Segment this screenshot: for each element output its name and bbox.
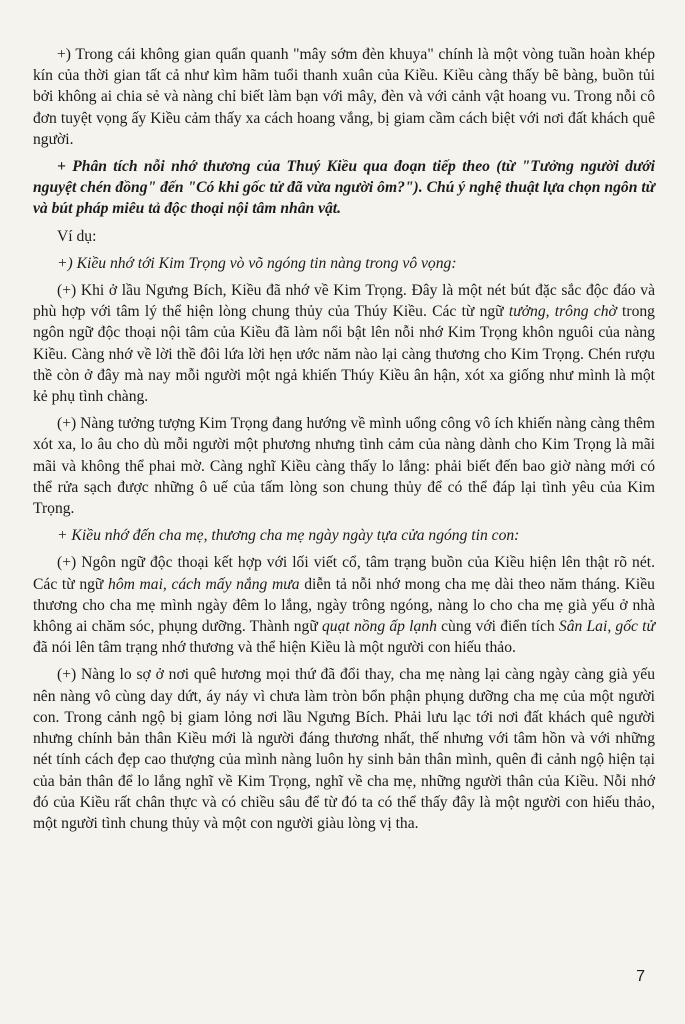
paragraph-parents-heading: + Kiều nhớ đến cha mẹ, thương cha mẹ ngày ngày tựa cửa ngóng tin con: bbox=[57, 527, 520, 545]
text-run: diễn tả nỗi nhớ mong cha mẹ dài theo năm tháng. Kiều thương cho cha mẹ mình ngày đêm lo lắng, ngày trông ngóng, nàng lo cho cha mẹ già yếu ở nhà không ai chăm sóc, phụng dưỡng. Thành ngữ bbox=[33, 575, 655, 636]
italic-term: tưởng, trông chờ bbox=[508, 303, 617, 321]
text-run: (+) Ngôn ngữ độc thoại kết hợp với lối viết cổ, tâm trạng buồn của Kiều hiện lên thật rõ nét. Các từ ngữ bbox=[33, 554, 655, 593]
paragraph-example-label: Ví dụ: bbox=[57, 227, 97, 245]
paragraph-kim-trong-heading: +) Kiều nhớ tới Kim Trọng vò võ ngóng tin nàng trong vô vọng: bbox=[57, 254, 457, 272]
paragraph-loneliness-analysis: +) Trong cái không gian quẩn quanh "mây sớm đèn khuya" chính là một vòng tuần hoàn khép kín của thời gian tất cả như kìm hãm tuổi thanh xuân của Kiều. Kiều càng thấy bẽ bàng, buồn tủi bởi không ai chia sẻ và nàng chỉ biết làm bạn với mây, đèn và với cảnh vật hoang vu. Trong nỗi cô đơn tuyệt vọng ấy Kiều cảm thấy xa cách hoang vắng, bị giam cầm cách biệt với nơi đất khách quê người. bbox=[33, 46, 655, 148]
page-number: 7 bbox=[636, 968, 645, 985]
text-run: (+) Khi ở lầu Ngưng Bích, Kiều đã nhớ về Kim Trọng. Đây là một nét bút đặc sắc độc đáo và phù hợp với tâm lý thể hiện lòng chung thủy của Thúy Kiều. Các từ ngữ bbox=[33, 282, 655, 321]
text-run: đã nói lên tâm trạng nhớ thương và thể hiện Kiều là một người con hiếu thảo. bbox=[33, 639, 516, 657]
paragraph-kim-trong-memory bbox=[33, 280, 655, 407]
text-run: cùng với điển tích bbox=[436, 618, 559, 636]
text-run: trong ngôn ngữ độc thoại nội tâm của Kiều đã làm nổi bật lên nỗi nhớ Kim Trọng khôn nguôi của nàng Kiều. Càng nhớ về lời thề đôi lứa lời hẹn ước năm nào lại càng thương cho Kim Trọng. Chén rượu thề còn ở đây mà nay mỗi người một ngả khiến Thúy Kiều ân hận, xót xa giống như mình là một kẻ phụ tình chàng. bbox=[33, 303, 655, 406]
paragraph-parents-language bbox=[33, 552, 655, 658]
paragraph-kim-trong-worry: (+) Nàng tưởng tượng Kim Trọng đang hướng về mình uổng công vô ích khiến nàng càng thêm xót xa, lo âu cho dù mỗi người một phương nhưng tình cảm của nàng dành cho Kim Trọng là mãi mãi và không thể phai mờ. Càng nghĩ Kiều càng thấy lo lắng: phải biết đến bao giờ nàng mới có thể rửa sạch được những ô uế của tấm lòng son chung thủy để có thể đáp lại tình yêu của Kim Trọng. bbox=[33, 415, 655, 518]
italic-term: Sân Lai, gốc tử bbox=[558, 618, 655, 636]
paragraph-conclusion: (+) Nàng lo sợ ở nơi quê hương mọi thứ đã đổi thay, cha mẹ nàng lại càng ngày càng già yếu nên nàng vô cùng day dứt, áy náy vì chưa làm tròn bổn phận phụng dưỡng cha mẹ của một người con. Trong cảnh ngộ bị giam lỏng nơi lầu Ngưng Bích. Phải lưu lạc tới nơi đất khách quê người nhưng chính bản thân Kiều mới là người đáng thương nhất, thế nhưng với tâm hồn và với những nét tính cách đẹp cao thượng của mình nàng luôn hy sinh bản thân mình, quên đi cảnh ngộ hiện tại của bản thân để lo lắng nghĩ về Kim Trọng, nghĩ về cha mẹ, những người thân của Kiều. Nỗi nhớ đó của Kiều rất chân thực và có chiều sâu để từ đó ta có thể thấy đây là một người con hiếu thảo, một người tình chung thủy và một con người giàu lòng vị tha. bbox=[33, 666, 655, 832]
italic-term: hôm mai, cách mấy nắng mưa bbox=[108, 575, 300, 593]
page-body bbox=[33, 44, 655, 834]
paragraph-task-instruction: + Phân tích nỗi nhớ thương của Thuý Kiều qua đoạn tiếp theo (từ "Tưởng người dưới nguyệt chén đồng" đến "Có khi gốc tử đã vừa người ôm?"). Chú ý nghệ thuật lựa chọn ngôn từ và bút pháp miêu tả độc thoại nội tâm nhân vật. bbox=[33, 158, 655, 218]
italic-term: quạt nồng ấp lạnh bbox=[322, 618, 437, 636]
